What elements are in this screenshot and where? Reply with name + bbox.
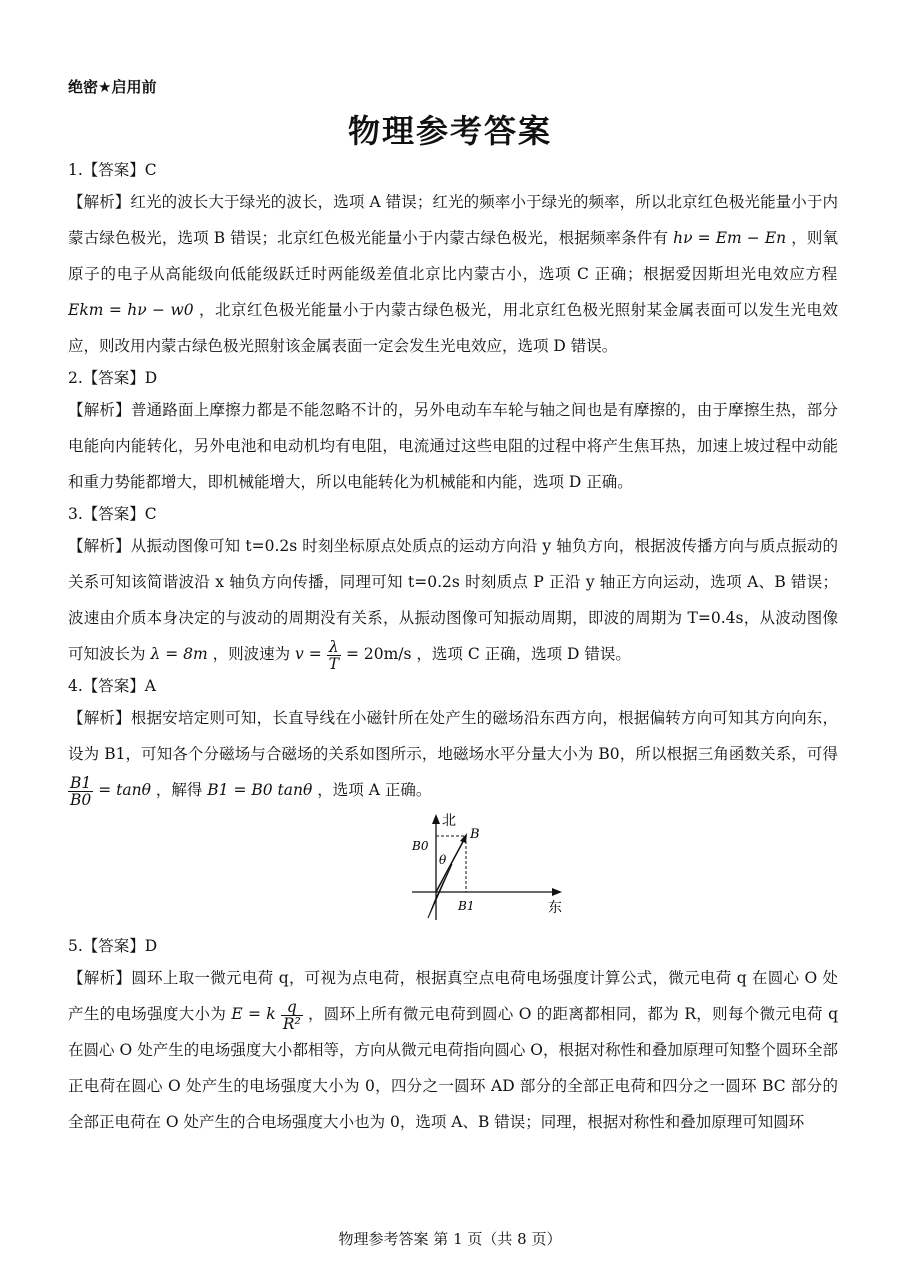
q1-formula-frequency-condition: hν = Em − En (673, 229, 787, 247)
q3-analysis-text-2: ，则波速为 (212, 645, 296, 663)
q4-answer: 4.【答案】A (68, 677, 156, 695)
q5-fraction-denominator: R² (282, 1014, 301, 1033)
q4-fraction-denominator: B0 (70, 790, 92, 809)
q3-fraction-numerator: λ (327, 639, 341, 656)
q5-fraction-numerator: q (281, 999, 303, 1016)
page-footer: 物理参考答案 第 1 页（共 8 页） (338, 1230, 562, 1248)
magnetic-field-diagram (406, 812, 586, 928)
q3-formula-speed-lhs: v = (295, 645, 322, 663)
q2-analysis: 【解析】普通路面上摩擦力都是不能忽略不计的，另外电动车车轮与轴之间也是有摩擦的，由于摩擦生热，部分电能向内能转化，另外电池和电动机均有电阻，电流通过这些电阻的过程中将产生焦耳热，加速上坡过程中动能和重力势能都增大，即机械能增大，所以电能转化为机械能和内能，选项 D 正确。 (68, 401, 838, 491)
q3-analysis-text-1: 【解析】从振动图像可知 t=0.2s 时刻坐标原点处质点的运动方向沿 y 轴负方向，根据波传播方向与质点振动的关系可知该简谐波沿 x 轴负方向传播，同理可知 t=0.2s 时刻质点 P 正沿 y 轴正方向运动，选项 A、B 错误；波速由介质本身决定的与波动的周期没有关系，从振动图像可知振动周期，即波的周期为 T=0.4s，从波动图像可知波长为 (68, 537, 838, 663)
q1-analysis (68, 184, 838, 364)
q4-analysis-text-1: 【解析】根据安培定则可知，长直导线在小磁针所在处产生的磁场沿东西方向，根据偏转方向可知其方向向东，设为 B1，可知各个分磁场与合磁场的关系如图所示，地磁场水平分量大小为 B0，所以根据三角函数关系，可得 (68, 709, 838, 763)
q1-formula-photoelectric: Ekm = hν − w0 (68, 301, 194, 319)
q3-analysis-text-3: ，选项 C 正确，选项 D 错误。 (416, 645, 631, 663)
secret-label: 绝密★启用前 (68, 78, 157, 96)
q4-formula-fraction (68, 775, 93, 808)
theta-label: θ (439, 853, 447, 867)
compass-needle-half (428, 864, 452, 918)
page-title: 物理参考答案 (347, 112, 552, 150)
q3-formula-speed-rhs: = 20m/s (345, 645, 412, 663)
north-label: 北 (442, 813, 456, 829)
q5-answer: 5.【答案】D (68, 937, 158, 955)
q4-analysis-text-3: ，选项 A 正确。 (317, 781, 432, 799)
q5-analysis-text-1: 【解析】圆环上取一微元电荷 q，可视为点电荷，根据真空点电荷电场强度计算公式，微元电荷 q 在圆心 O 处产生的电场强度大小为 (68, 969, 838, 1023)
answers-content (68, 156, 838, 1140)
q3-answer: 3.【答案】C (68, 505, 157, 523)
b0-label: B0 (412, 839, 429, 853)
q5-formula-lhs: E = k (231, 1005, 276, 1023)
q1-analysis-text-3: ，北京红色极光能量小于内蒙古绿色极光，用北京红色极光照射某金属表面可以发生光电效应，则改用内蒙古绿色极光照射该金属表面一定会发生光电效应，选项 D 错误。 (68, 301, 838, 355)
north-arrowhead (432, 814, 440, 824)
q3-fraction-denominator: T (328, 654, 339, 673)
east-arrowhead (552, 888, 562, 896)
q3-formula-wavelength: λ = 8m (150, 645, 208, 663)
q3-formula-fraction (327, 639, 341, 672)
q2-answer: 2.【答案】D (68, 369, 158, 387)
q4-formula-b1: B1 = B0 tanθ (207, 781, 313, 799)
b-label: B (470, 827, 480, 842)
q5-analysis-text-2: ，圆环上所有微元电荷到圆心 O 的距离都相同，都为 R，则每个微元电荷 q 在圆心 O 处产生的电场强度大小都相等，方向从微元电荷指向圆心 O，根据对称性和叠加原理可知整个圆环全部正电荷在圆心 O 处产生的电场强度大小为 0，四分之一圆环 AD 部分的全部正电荷和四分之一圆环 BC 部分的全部正电荷在 O 处产生的合电场强度大小也为 0，选项 A、B 错误；同理，根据对称性和叠加原理可知圆环 (68, 1005, 838, 1131)
east-label: 东 (548, 900, 562, 916)
q4-figure (68, 808, 838, 932)
q5-formula-fraction (281, 999, 303, 1032)
q1-analysis-text-2: ，则氧原子的电子从高能级向低能级跃迁时两能级差值北京比内蒙古小，选项 C 正确；根据爱因斯坦光电效应方程 (68, 229, 838, 283)
q4-fraction-numerator: B1 (70, 773, 92, 792)
q1-answer: 1.【答案】C (68, 161, 157, 179)
q5-analysis (68, 960, 838, 1140)
q4-analysis-text-2: ，解得 (155, 781, 208, 799)
b1-label: B1 (458, 899, 475, 913)
q4-formula-tan-rhs: = tanθ (98, 781, 151, 799)
q4-analysis (68, 700, 838, 808)
q1-analysis-text-1: 【解析】红光的波长大于绿光的波长，选项 A 错误；红光的频率小于绿光的频率，所以北京红色极光能量小于内蒙古绿色极光，选项 B 错误；北京红色极光能量小于内蒙古绿色极光，根据频率条件有 (68, 193, 838, 247)
q3-analysis (68, 528, 838, 672)
